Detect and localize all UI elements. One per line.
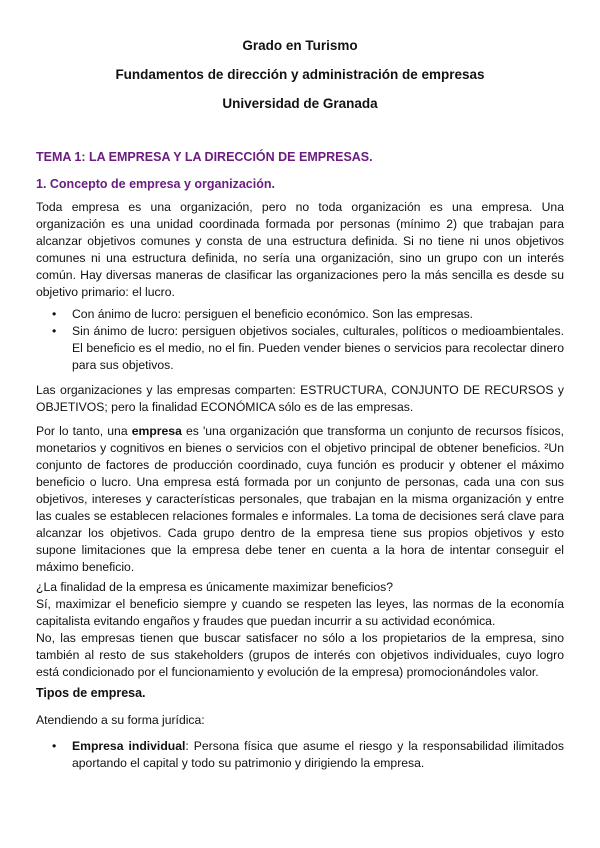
- university-title: Universidad de Granada: [222, 96, 378, 111]
- paragraph-finalidad: [36, 579, 564, 681]
- bullet-icon: •: [52, 324, 57, 338]
- tipos-heading: Tipos de empresa.: [36, 686, 146, 700]
- forma-juridica-text: Atendiendo a su forma jurídica:: [36, 713, 205, 727]
- tema-heading: TEMA 1: LA EMPRESA Y LA DIRECCIÓN DE EMPRESAS.: [36, 150, 373, 164]
- list-item-text: Con ánimo de lucro: persiguen el beneficio económico. Son las empresas.: [72, 307, 474, 321]
- question-text: ¿La finalidad de la empresa es únicamente maximizar beneficios?: [36, 580, 394, 594]
- list-item-text: : Persona física que asume el riesgo y la responsabilidad ilimitados aportando el capital y todo su patrimonio y dirigiendo la empresa.: [72, 739, 564, 770]
- section-heading: 1. Concepto de empresa y organización.: [36, 177, 275, 191]
- bold-term: empresa: [131, 424, 182, 438]
- answer-no: No, las empresas tienen que buscar satisfacer no sólo a los propietarios de la empresa, sino también al resto de sus stakeholders (grupos de interés con objetivos individuales, cuyo logro está condicionado por el funcionamiento y evolución de la empresa) promocionándoles valor.: [36, 631, 564, 679]
- bullet-icon: •: [52, 739, 57, 753]
- paragraph-comparten: Las organizaciones y las empresas comparten: ESTRUCTURA, CONJUNTO DE RECURSOS y OBJETIVOS; pero la finalidad ECONÓMICA sólo es de las empresas.: [36, 383, 564, 414]
- answer-yes: Sí, maximizar el beneficio siempre y cuando se respeten las leyes, las normas de la economía capitalista evitando engaños y fraudes que puedan incurrir a su actividad económica.: [36, 597, 564, 628]
- tipos-list: [36, 738, 564, 772]
- subject-title: Fundamentos de dirección y administración de empresas: [115, 67, 485, 82]
- list-item: [36, 306, 564, 323]
- list-item: [36, 323, 564, 374]
- lucro-list: [36, 306, 564, 374]
- text-segment: Por lo tanto, una: [36, 424, 132, 438]
- text-segment: es 'una organización que transforma un conjunto de recursos físicos, monetarios y cognitivos en bienes o servicios con el objetivo principal de obtener beneficios. ²Un conjunto de factores de producción coordinado, cuya función es producir y obtener el máximo beneficio o lucro. Una empresa está formada por un conjunto de personas, cada una con sus objetivos, intereses y características personales, que trabajan en la misma organización y entre las cuales se establecen relaciones formales e informales. La toma de decisiones será clave para alcanzar los objetivos. Cada grupo dentro de la empresa tiene sus propios objetivos y esto supone limitaciones que la empresa debe tener en cuenta a la hora de intentar conseguir el máximo beneficio.: [36, 424, 565, 574]
- list-item-text: Sin ánimo de lucro: persiguen objetivos sociales, culturales, políticos o medioambientales. El beneficio es el medio, no el fin. Pueden vender bienes o servicios para recolectar dinero para sus objetivos.: [72, 324, 564, 372]
- paragraph-empresa-definicion: [36, 423, 564, 576]
- list-item-bold: Empresa individual: [72, 739, 186, 753]
- bullet-icon: •: [52, 307, 57, 321]
- paragraph-organizacion: Toda empresa es una organización, pero no toda organización es una empresa. Una organización es una unidad coordinada formada por personas (mínimo 2) que trabajan para alcanzar objetivos comunes y consta de una estructura definida. Si no tiene ni unos objetivos comunes ni una estructura definida, no sería una organización, sino un grupo con un interés común. Hay diversas maneras de clasificar las organizaciones pero la más sencilla es desde su objetivo primario: el lucro.: [36, 200, 564, 299]
- course-title: Grado en Turismo: [242, 38, 358, 53]
- list-item: [36, 738, 564, 772]
